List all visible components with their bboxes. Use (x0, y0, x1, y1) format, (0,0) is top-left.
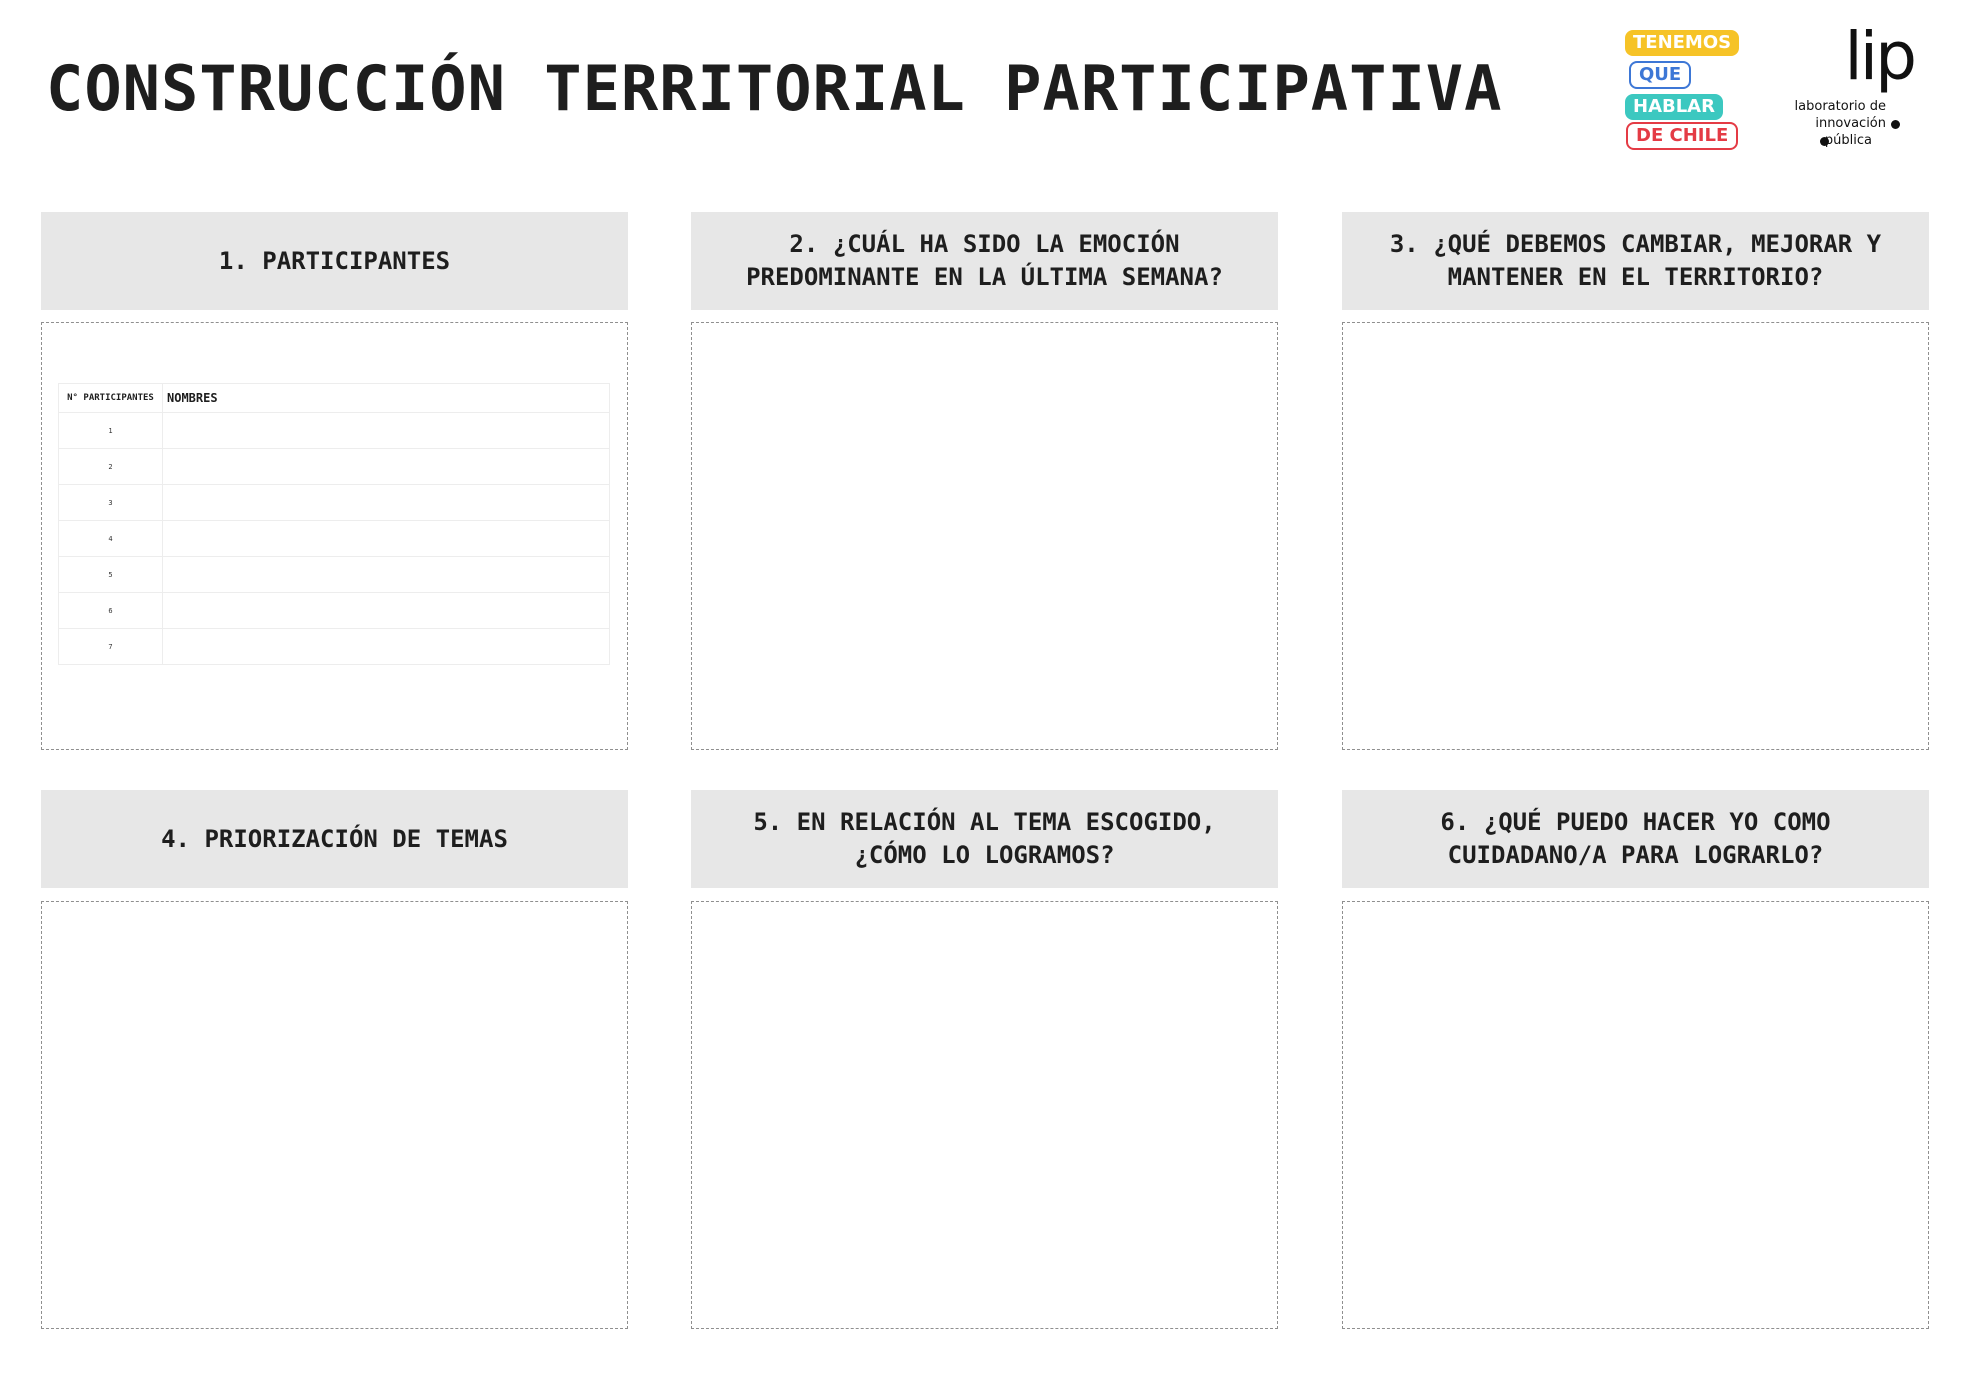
section-2-header: 2. ¿CUÁL HA SIDO LA EMOCIÓN PREDOMINANTE EN LA ÚLTIMA SEMANA? (691, 212, 1278, 310)
section-3-header: 3. ¿QUÉ DEBEMOS CAMBIAR, MEJORAR Y MANTENER EN EL TERRITORIO? (1342, 212, 1929, 310)
participants-table (58, 383, 610, 665)
table-row (59, 629, 610, 665)
lip-tagline-3: pública (1824, 133, 1872, 148)
table-row (59, 413, 610, 449)
name-cell[interactable] (163, 629, 610, 665)
section-5-header: 5. EN RELACIÓN AL TEMA ESCOGIDO, ¿CÓMO LO LOGRAMOS? (691, 790, 1278, 888)
lip-tagline-1: laboratorio de (1794, 99, 1886, 114)
section-5-box[interactable] (691, 901, 1278, 1329)
table-row (59, 593, 610, 629)
lip-tagline-2: innovación (1815, 116, 1886, 131)
table-row (59, 521, 610, 557)
row-number: 3 (59, 485, 163, 521)
section-3-box[interactable] (1342, 322, 1929, 750)
section-2-box[interactable] (691, 322, 1278, 750)
logo-bubble-hablar: HABLAR (1625, 94, 1723, 120)
section-6-header: 6. ¿QUÉ PUEDO HACER YO COMO CUIDADANO/A PARA LOGRARLO? (1342, 790, 1929, 888)
name-cell[interactable] (163, 485, 610, 521)
lip-logo (1790, 18, 1920, 152)
name-cell[interactable] (163, 413, 610, 449)
section-4-box[interactable] (41, 901, 628, 1329)
table-row (59, 449, 610, 485)
row-number: 4 (59, 521, 163, 557)
column-header-names: NOMBRES (163, 384, 610, 413)
column-header-participant-number: N° PARTICIPANTES (59, 384, 163, 413)
logo-bubble-tenemos: TENEMOS (1625, 30, 1739, 56)
name-cell[interactable] (163, 521, 610, 557)
lip-wordmark: lip (1844, 18, 1914, 95)
row-number: 7 (59, 629, 163, 665)
table-row (59, 557, 610, 593)
section-1-header: 1. PARTICIPANTES (41, 212, 628, 310)
table-row (59, 485, 610, 521)
name-cell[interactable] (163, 557, 610, 593)
logo-bubble-de-chile: DE CHILE (1626, 122, 1738, 150)
logo-bubble-que: QUE (1629, 61, 1691, 89)
row-number: 1 (59, 413, 163, 449)
name-cell[interactable] (163, 593, 610, 629)
name-cell[interactable] (163, 449, 610, 485)
row-number: 5 (59, 557, 163, 593)
row-number: 2 (59, 449, 163, 485)
section-1-box[interactable] (41, 322, 628, 750)
section-6-box[interactable] (1342, 901, 1929, 1329)
row-number: 6 (59, 593, 163, 629)
lip-dot-icon (1891, 120, 1900, 129)
section-4-header: 4. PRIORIZACIÓN DE TEMAS (41, 790, 628, 888)
participants-table-header-row (59, 384, 610, 413)
tenemos-que-hablar-de-chile-logo (1615, 28, 1747, 162)
page-title: CONSTRUCCIÓN TERRITORIAL PARTICIPATIVA (46, 52, 1503, 125)
